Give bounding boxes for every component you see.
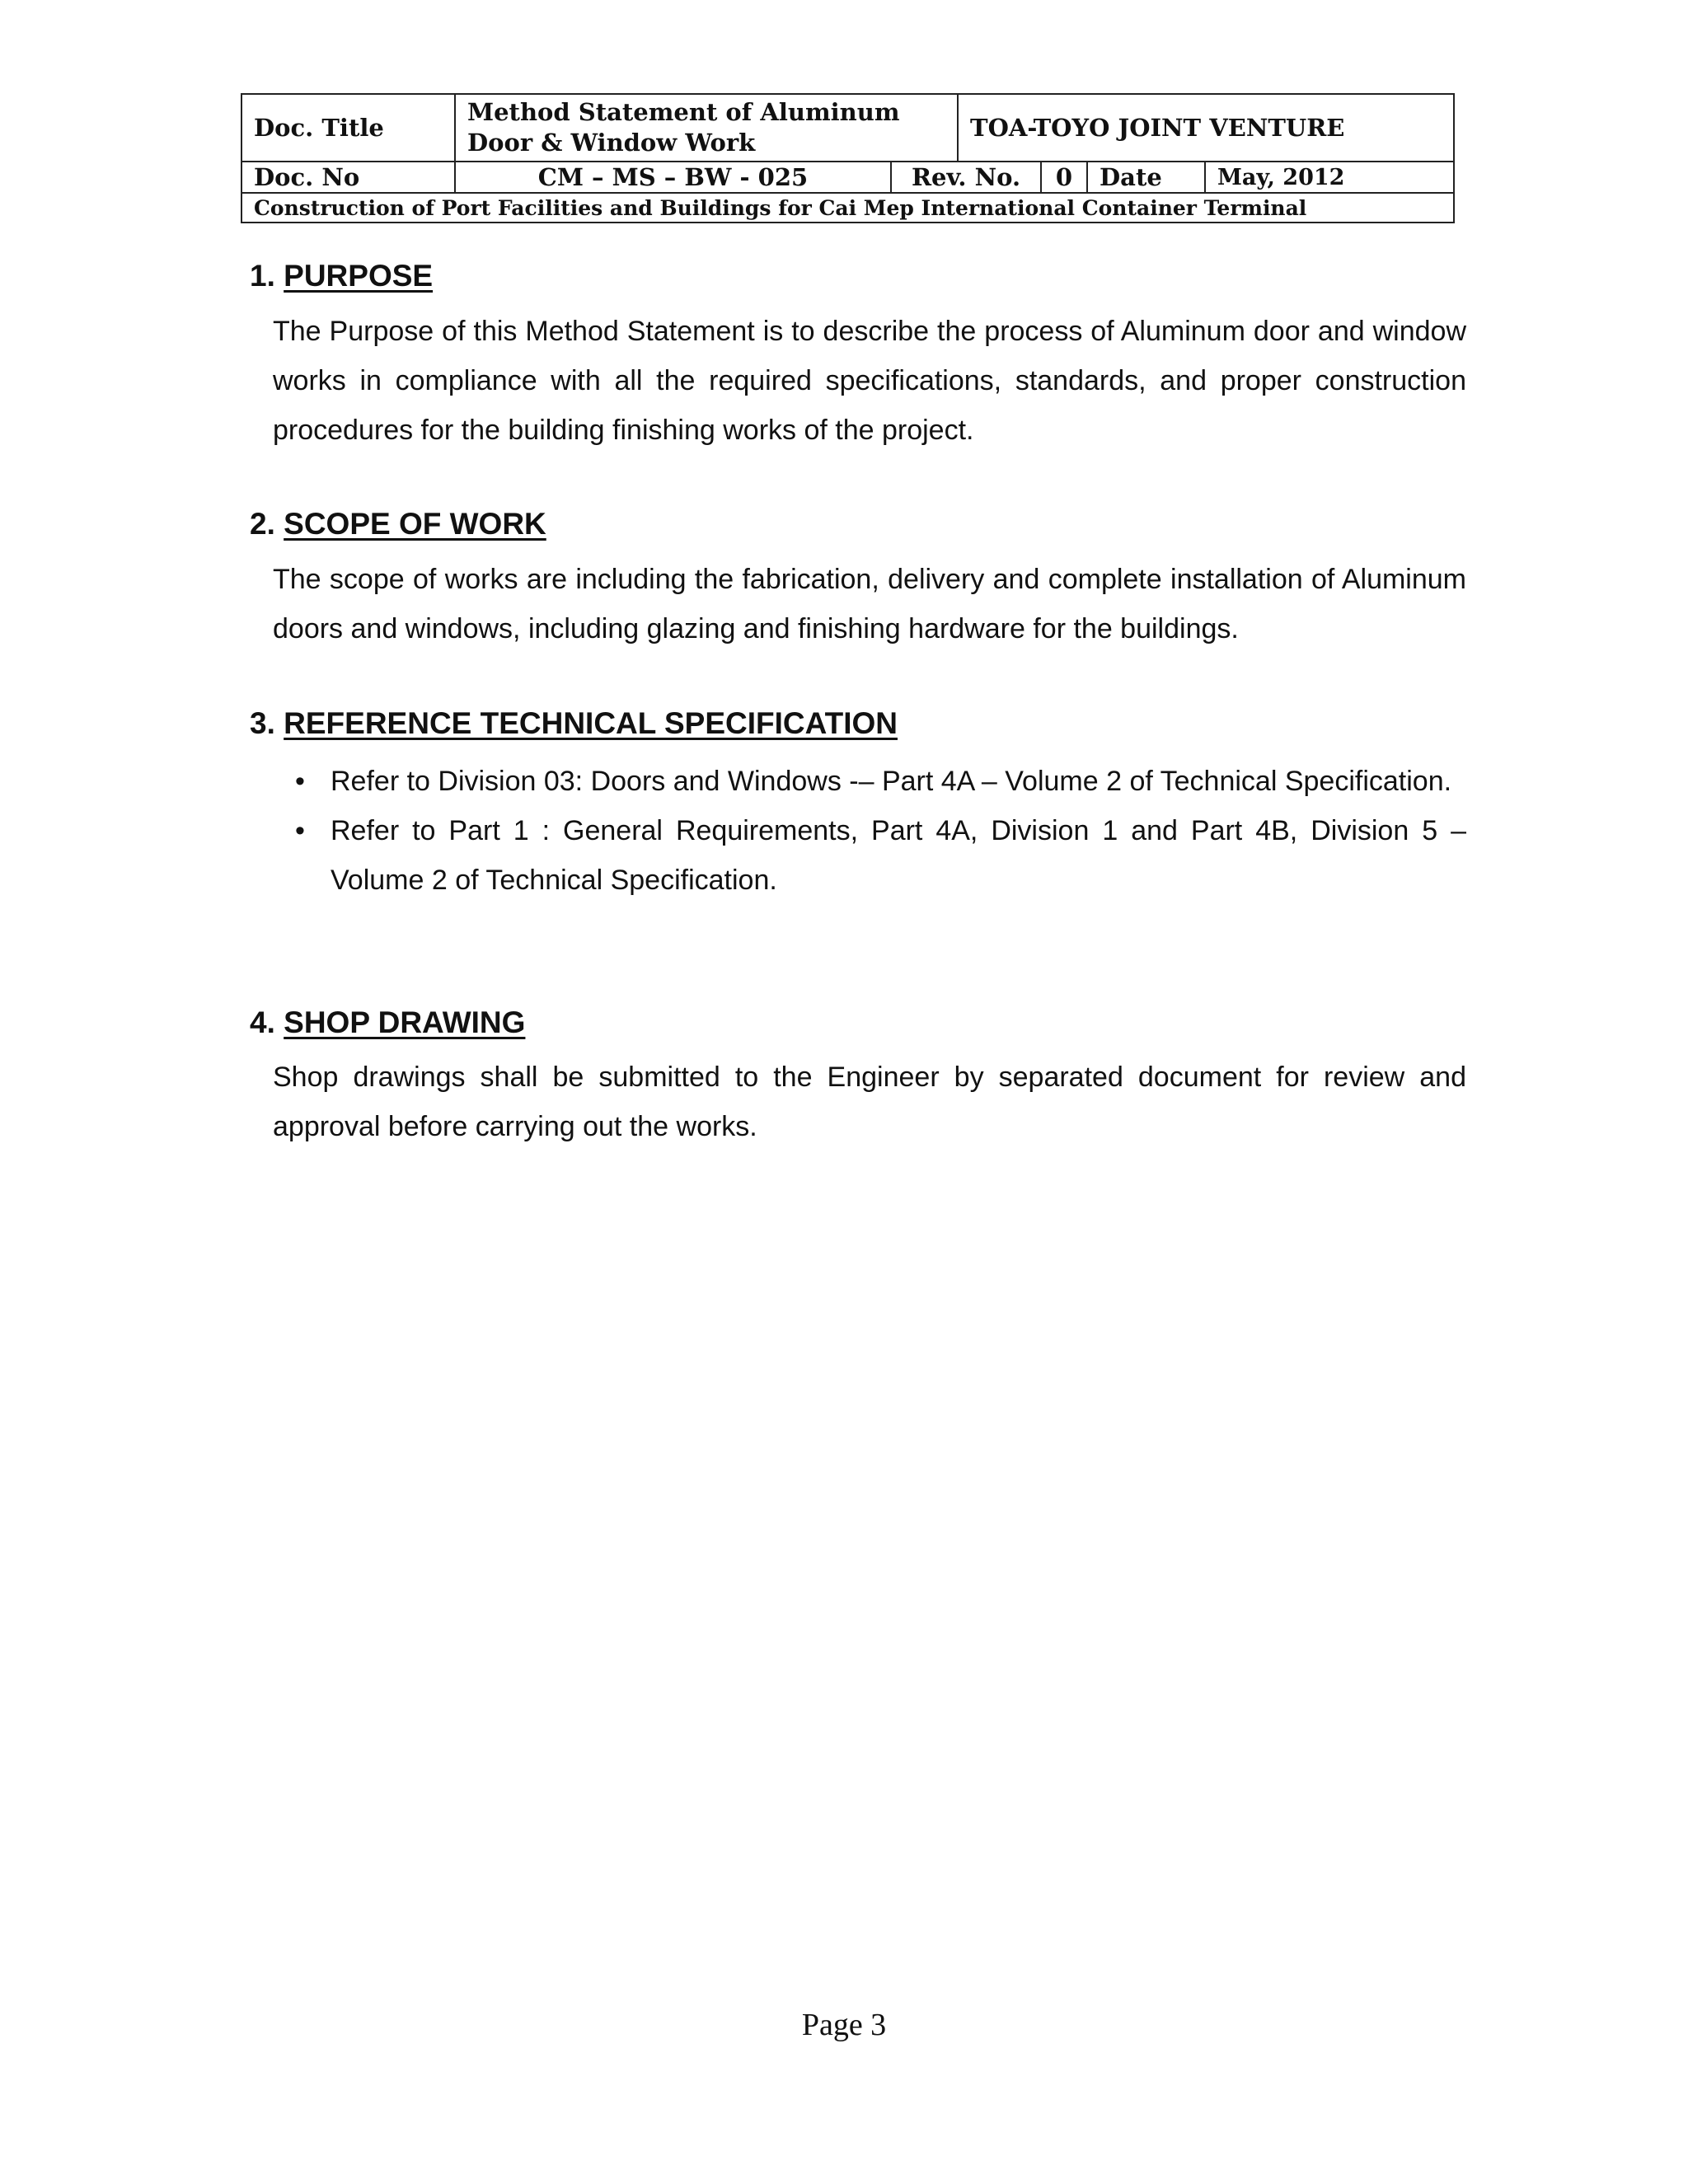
bullet-icon: • bbox=[295, 766, 305, 797]
section-1-title: PURPOSE bbox=[284, 259, 434, 293]
rev-no-value: 0 bbox=[1041, 162, 1087, 193]
section-2-number: 2. bbox=[250, 507, 275, 541]
reference-list bbox=[295, 757, 1466, 905]
section-4-title: SHOP DRAWING bbox=[284, 1005, 526, 1039]
section-4-heading bbox=[250, 1005, 525, 1041]
doc-title-label: Doc. Title bbox=[241, 94, 455, 162]
list-item bbox=[295, 757, 1466, 806]
section-1-heading bbox=[250, 258, 433, 294]
section-2-heading bbox=[250, 506, 546, 542]
date-value: May, 2012 bbox=[1205, 162, 1454, 193]
project-name: Construction of Port Facilities and Buildings for Cai Mep International Container Terminal bbox=[241, 193, 1454, 223]
company-name: TOA-TOYO JOINT VENTURE bbox=[958, 94, 1454, 162]
section-3-number: 3. bbox=[250, 706, 275, 740]
section-1-number: 1. bbox=[250, 259, 275, 293]
section-4-text: Shop drawings shall be submitted to the Engineer by separated document for review and approval before carrying out the works. bbox=[273, 1062, 1466, 1142]
doc-no-label: Doc. No bbox=[241, 162, 455, 193]
section-4-number: 4. bbox=[250, 1005, 275, 1039]
bullet-icon: • bbox=[295, 815, 305, 846]
section-3-title: REFERENCE TECHNICAL SPECIFICATION bbox=[284, 706, 898, 740]
section-2-title: SCOPE OF WORK bbox=[284, 507, 546, 541]
section-2-text: The scope of works are including the fabrication, delivery and complete installation of Aluminum doors and windows, including glazing and finishing hardware for the buildings. bbox=[273, 564, 1466, 644]
section-1-text: The Purpose of this Method Statement is to describe the process of Aluminum door and window works in compliance with all the required specifications, standards, and proper construction procedures for the building finishing works of the project. bbox=[273, 316, 1466, 446]
page-number: Page 3 bbox=[801, 2008, 887, 2042]
section-3-heading bbox=[250, 705, 898, 742]
doc-title-value: Method Statement of Aluminum Door & Window Work bbox=[455, 94, 958, 162]
doc-no-value: CM – MS – BW - 025 bbox=[455, 162, 891, 193]
reference-item-1: Refer to Division 03: Doors and Windows -– Part 4A – Volume 2 of Technical Specification. bbox=[331, 766, 1452, 797]
date-label: Date bbox=[1087, 162, 1205, 193]
rev-no-label: Rev. No. bbox=[891, 162, 1041, 193]
document-header-table bbox=[241, 93, 1455, 223]
reference-item-2: Refer to Part 1 : General Requirements, Part 4A, Division 1 and Part 4B, Division 5 – Volume 2 of Technical Specification. bbox=[331, 815, 1466, 896]
list-item bbox=[295, 806, 1466, 905]
